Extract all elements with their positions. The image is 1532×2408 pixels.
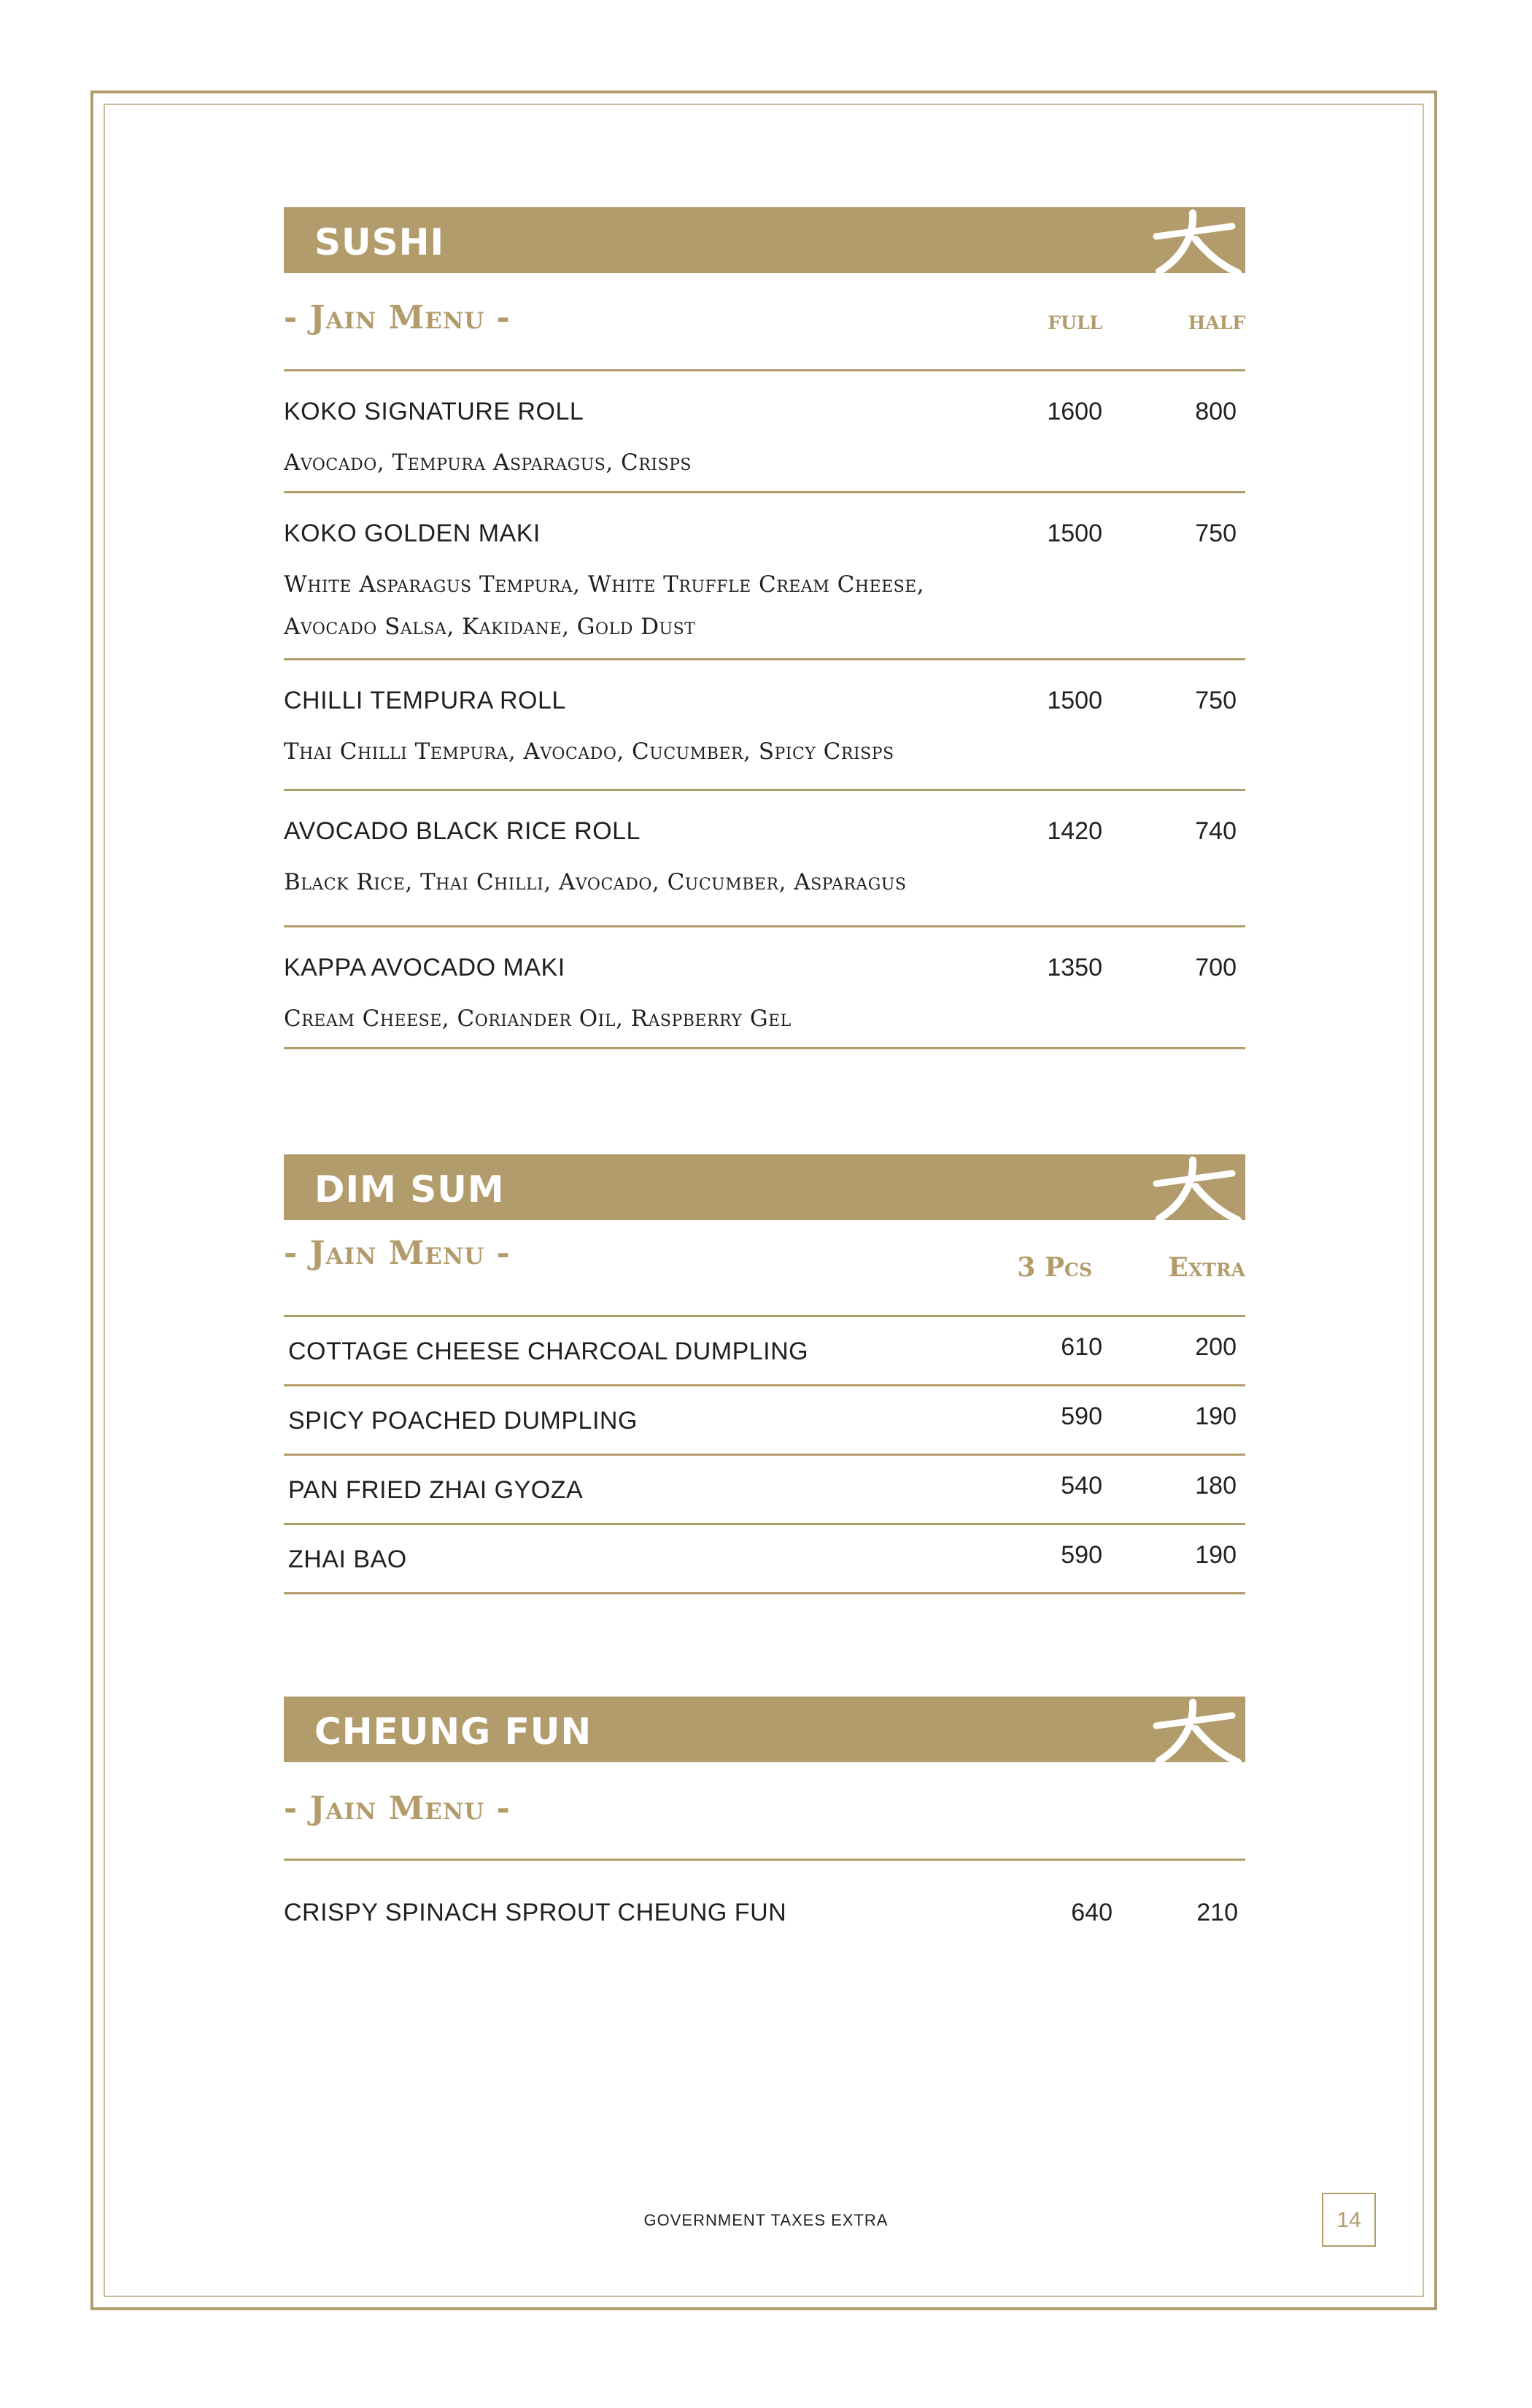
item-price-full: 1350 xyxy=(1047,954,1102,981)
section-header-bar xyxy=(284,207,1245,273)
menu-item xyxy=(284,1456,1245,1525)
item-name: KAPPA AVOCADO MAKI xyxy=(284,954,565,981)
item-price-half: 210 xyxy=(1196,1899,1238,1926)
item-description: Black Rice, Thai Chilli, Avocado, Cucumber, Asparagus xyxy=(284,869,907,895)
jain-menu-subhead: - Jain Menu - xyxy=(284,1235,511,1272)
item-price-half: 750 xyxy=(1195,687,1237,714)
column-header-3pcs: 3 Pcs xyxy=(1017,1252,1092,1283)
item-price-full: 1420 xyxy=(1047,817,1102,845)
item-price-extra: 180 xyxy=(1195,1472,1237,1500)
sushi-section xyxy=(284,207,1245,1049)
cheung-fun-section xyxy=(284,1697,1245,1934)
menu-item xyxy=(284,493,1245,660)
item-price-full: 640 xyxy=(1071,1899,1113,1926)
item-name: COTTAGE CHEESE CHARCOAL DUMPLING xyxy=(288,1338,809,1365)
section-header-bar xyxy=(284,1154,1245,1220)
item-price-half: 800 xyxy=(1195,398,1237,425)
menu-item xyxy=(284,1525,1245,1594)
item-price-extra: 200 xyxy=(1195,1333,1237,1361)
menu-content xyxy=(284,207,1245,1934)
item-price-3pcs: 540 xyxy=(1061,1472,1102,1500)
jain-menu-subhead: - Jain Menu - xyxy=(284,1790,511,1827)
item-price-half: 740 xyxy=(1195,817,1237,845)
dim-sum-section xyxy=(284,1154,1245,1594)
da-character-emblem-icon xyxy=(1136,1154,1245,1220)
item-name: SPICY POACHED DUMPLING xyxy=(288,1407,638,1435)
item-price-extra: 190 xyxy=(1195,1402,1237,1430)
section-header-bar xyxy=(284,1697,1245,1762)
item-name: PAN FRIED ZHAI GYOZA xyxy=(288,1476,584,1504)
da-character-emblem-icon xyxy=(1136,207,1245,273)
subhead-row xyxy=(284,273,1245,371)
taxes-note: GOVERNMENT TAXES EXTRA xyxy=(643,2211,889,2229)
item-price-full: 1500 xyxy=(1047,520,1102,547)
item-price-extra: 190 xyxy=(1195,1541,1237,1569)
menu-item xyxy=(284,371,1245,493)
item-description: Avocado, Tempura Asparagus, Crisps xyxy=(284,449,692,476)
column-header-extra: Extra xyxy=(1168,1252,1245,1283)
section-title: SUSHI xyxy=(314,221,445,263)
da-character-emblem-icon xyxy=(1136,1697,1245,1762)
menu-item xyxy=(284,660,1245,791)
item-description xyxy=(284,563,924,648)
item-price-3pcs: 610 xyxy=(1061,1333,1102,1361)
subhead-row xyxy=(284,1762,1245,1861)
item-name: KOKO SIGNATURE ROLL xyxy=(284,398,584,425)
item-name: CHILLI TEMPURA ROLL xyxy=(284,687,566,714)
item-description: Thai Chilli Tempura, Avocado, Cucumber, Spicy Crisps xyxy=(284,738,894,765)
section-title: DIM SUM xyxy=(314,1168,505,1211)
menu-item xyxy=(284,1861,1245,1934)
item-price-full: 1500 xyxy=(1047,687,1102,714)
item-price-half: 700 xyxy=(1195,954,1237,981)
menu-item xyxy=(284,791,1245,927)
menu-item xyxy=(284,1386,1245,1456)
item-name: KOKO GOLDEN MAKI xyxy=(284,520,541,547)
item-name: ZHAI BAO xyxy=(288,1545,407,1573)
subhead-row xyxy=(284,1220,1245,1317)
item-name: AVOCADO BLACK RICE ROLL xyxy=(284,817,641,845)
column-header-half: half xyxy=(1188,305,1245,336)
item-price-3pcs: 590 xyxy=(1061,1541,1102,1569)
item-price-full: 1600 xyxy=(1047,398,1102,425)
menu-item xyxy=(284,927,1245,1049)
menu-item xyxy=(284,1317,1245,1386)
item-description-line: White Asparagus Tempura, White Truffle Cream Cheese, xyxy=(284,571,925,598)
item-price-3pcs: 590 xyxy=(1061,1402,1102,1430)
jain-menu-subhead: - Jain Menu - xyxy=(284,299,511,336)
item-price-half: 750 xyxy=(1195,520,1237,547)
column-header-full: full xyxy=(1048,305,1102,336)
item-name: CRISPY SPINACH SPROUT CHEUNG FUN xyxy=(284,1899,787,1926)
page-number: 14 xyxy=(1322,2193,1376,2247)
item-description: Cream Cheese, Coriander Oil, Raspberry Gel xyxy=(284,1006,792,1032)
item-description-line: Avocado Salsa, Kakidane, Gold Dust xyxy=(284,614,696,640)
section-title: CHEUNG FUN xyxy=(314,1710,592,1753)
